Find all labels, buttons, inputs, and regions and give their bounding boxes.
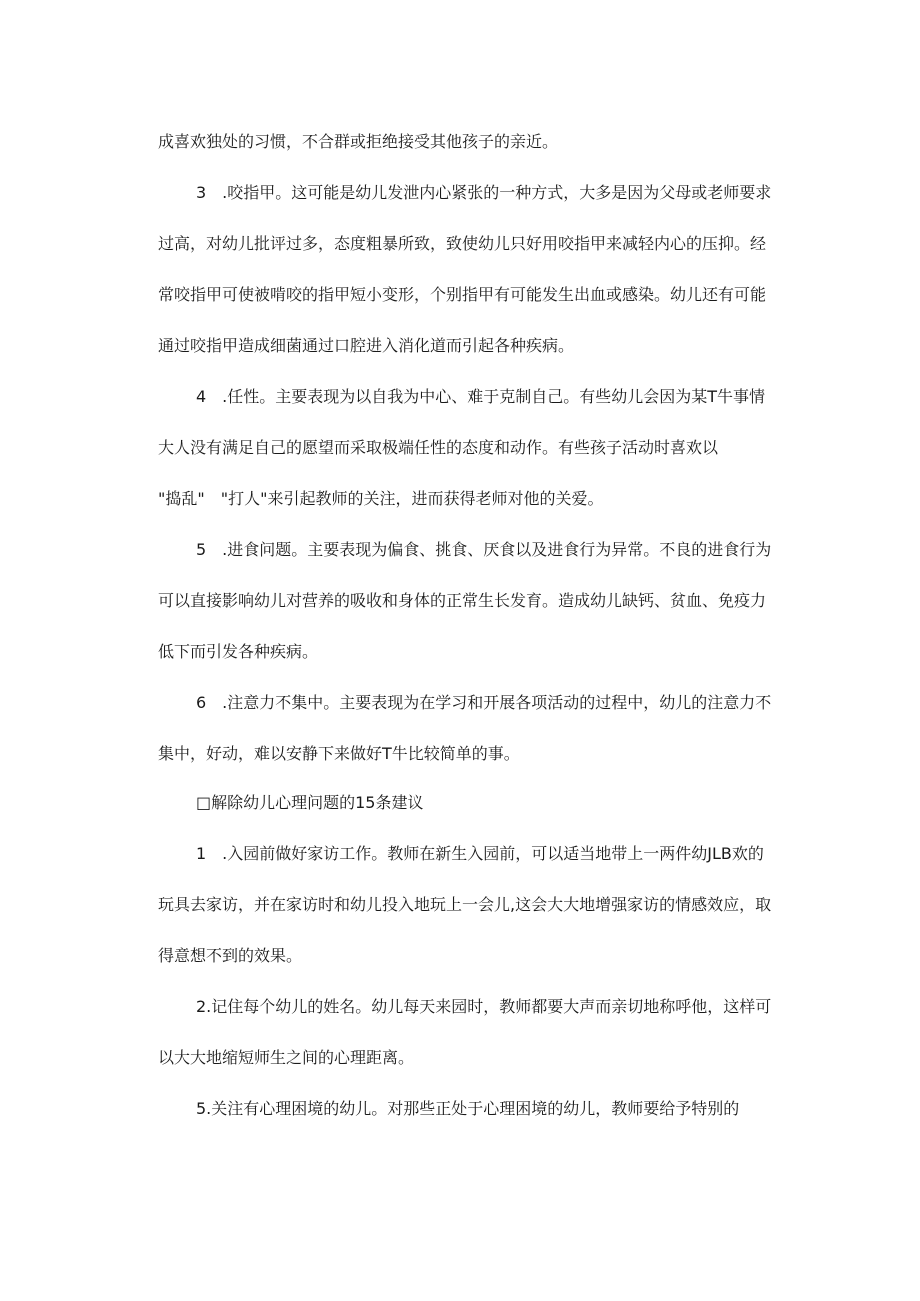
list-item-4-line: 4 .任性。主要表现为以自我为中心、难于克制自己。有些幼儿会因为某T牛事情 (196, 387, 766, 406)
section-heading: □解除幼儿心理问题的15条建议 (196, 793, 424, 812)
list-item-3-line: 3 .咬指甲。这可能是幼儿发泄内心紧张的一种方式，大多是因为父母或老师要求 (196, 183, 772, 202)
suggestion-1-line: 1 .入园前做好家访工作。教师在新生入园前，可以适当地带上一两件幼JLB欢的 (196, 844, 764, 863)
list-item-6-line: 6 .注意力不集中。主要表现为在学习和开展各项活动的过程中，幼儿的注意力不 (196, 693, 772, 712)
paragraph-line: 通过咬指甲造成细菌通过口腔进入消化道而引起各种疾病。 (158, 336, 575, 355)
paragraph-line: 大人没有满足自己的愿望而采取极端任性的态度和动作。有些孩子活动时喜欢以 (158, 438, 719, 457)
suggestion-5-line: 5.关注有心理困境的幼儿。对那些正处于心理困境的幼儿，教师要给予特别的 (196, 1099, 740, 1118)
suggestion-2-line: 2.记住每个幼儿的姓名。幼儿每天来园时，教师都要大声而亲切地称呼他，这样可 (196, 997, 772, 1016)
paragraph-line: 集中，好动，难以安静下来做好T牛比较简单的事。 (158, 744, 520, 763)
paragraph-line: 常咬指甲可使被啃咬的指甲短小变形，个别指甲有可能发生出血或感染。幼儿还有可能 (158, 285, 767, 304)
paragraph-line: 低下而引发各种疾病。 (158, 642, 319, 661)
paragraph-line: 过高，对幼儿批评过多，态度粗暴所致，致使幼儿只好用咬指甲来减轻内心的压抑。经 (158, 234, 767, 253)
paragraph-line: 得意想不到的效果。 (158, 946, 303, 965)
list-item-5-line: 5 .进食问题。主要表现为偏食、挑食、厌食以及进食行为异常。不良的进食行为 (196, 540, 772, 559)
paragraph-line: 成喜欢独处的习惯，不合群或拒绝接受其他孩子的亲近。 (158, 132, 559, 151)
paragraph-line: 玩具去家访，并在家访时和幼儿投入地玩上一会儿,这会大大地增强家访的情感效应，取 (158, 895, 772, 914)
paragraph-line: 可以直接影响幼儿对营养的吸收和身体的正常生长发育。造成幼儿缺钙、贫血、免疫力 (158, 591, 767, 610)
paragraph-line: "捣乱" "打人"来引起教师的关注，进而获得老师对他的关爱。 (158, 489, 604, 508)
paragraph-line: 以大大地缩短师生之间的心理距离。 (158, 1048, 415, 1067)
